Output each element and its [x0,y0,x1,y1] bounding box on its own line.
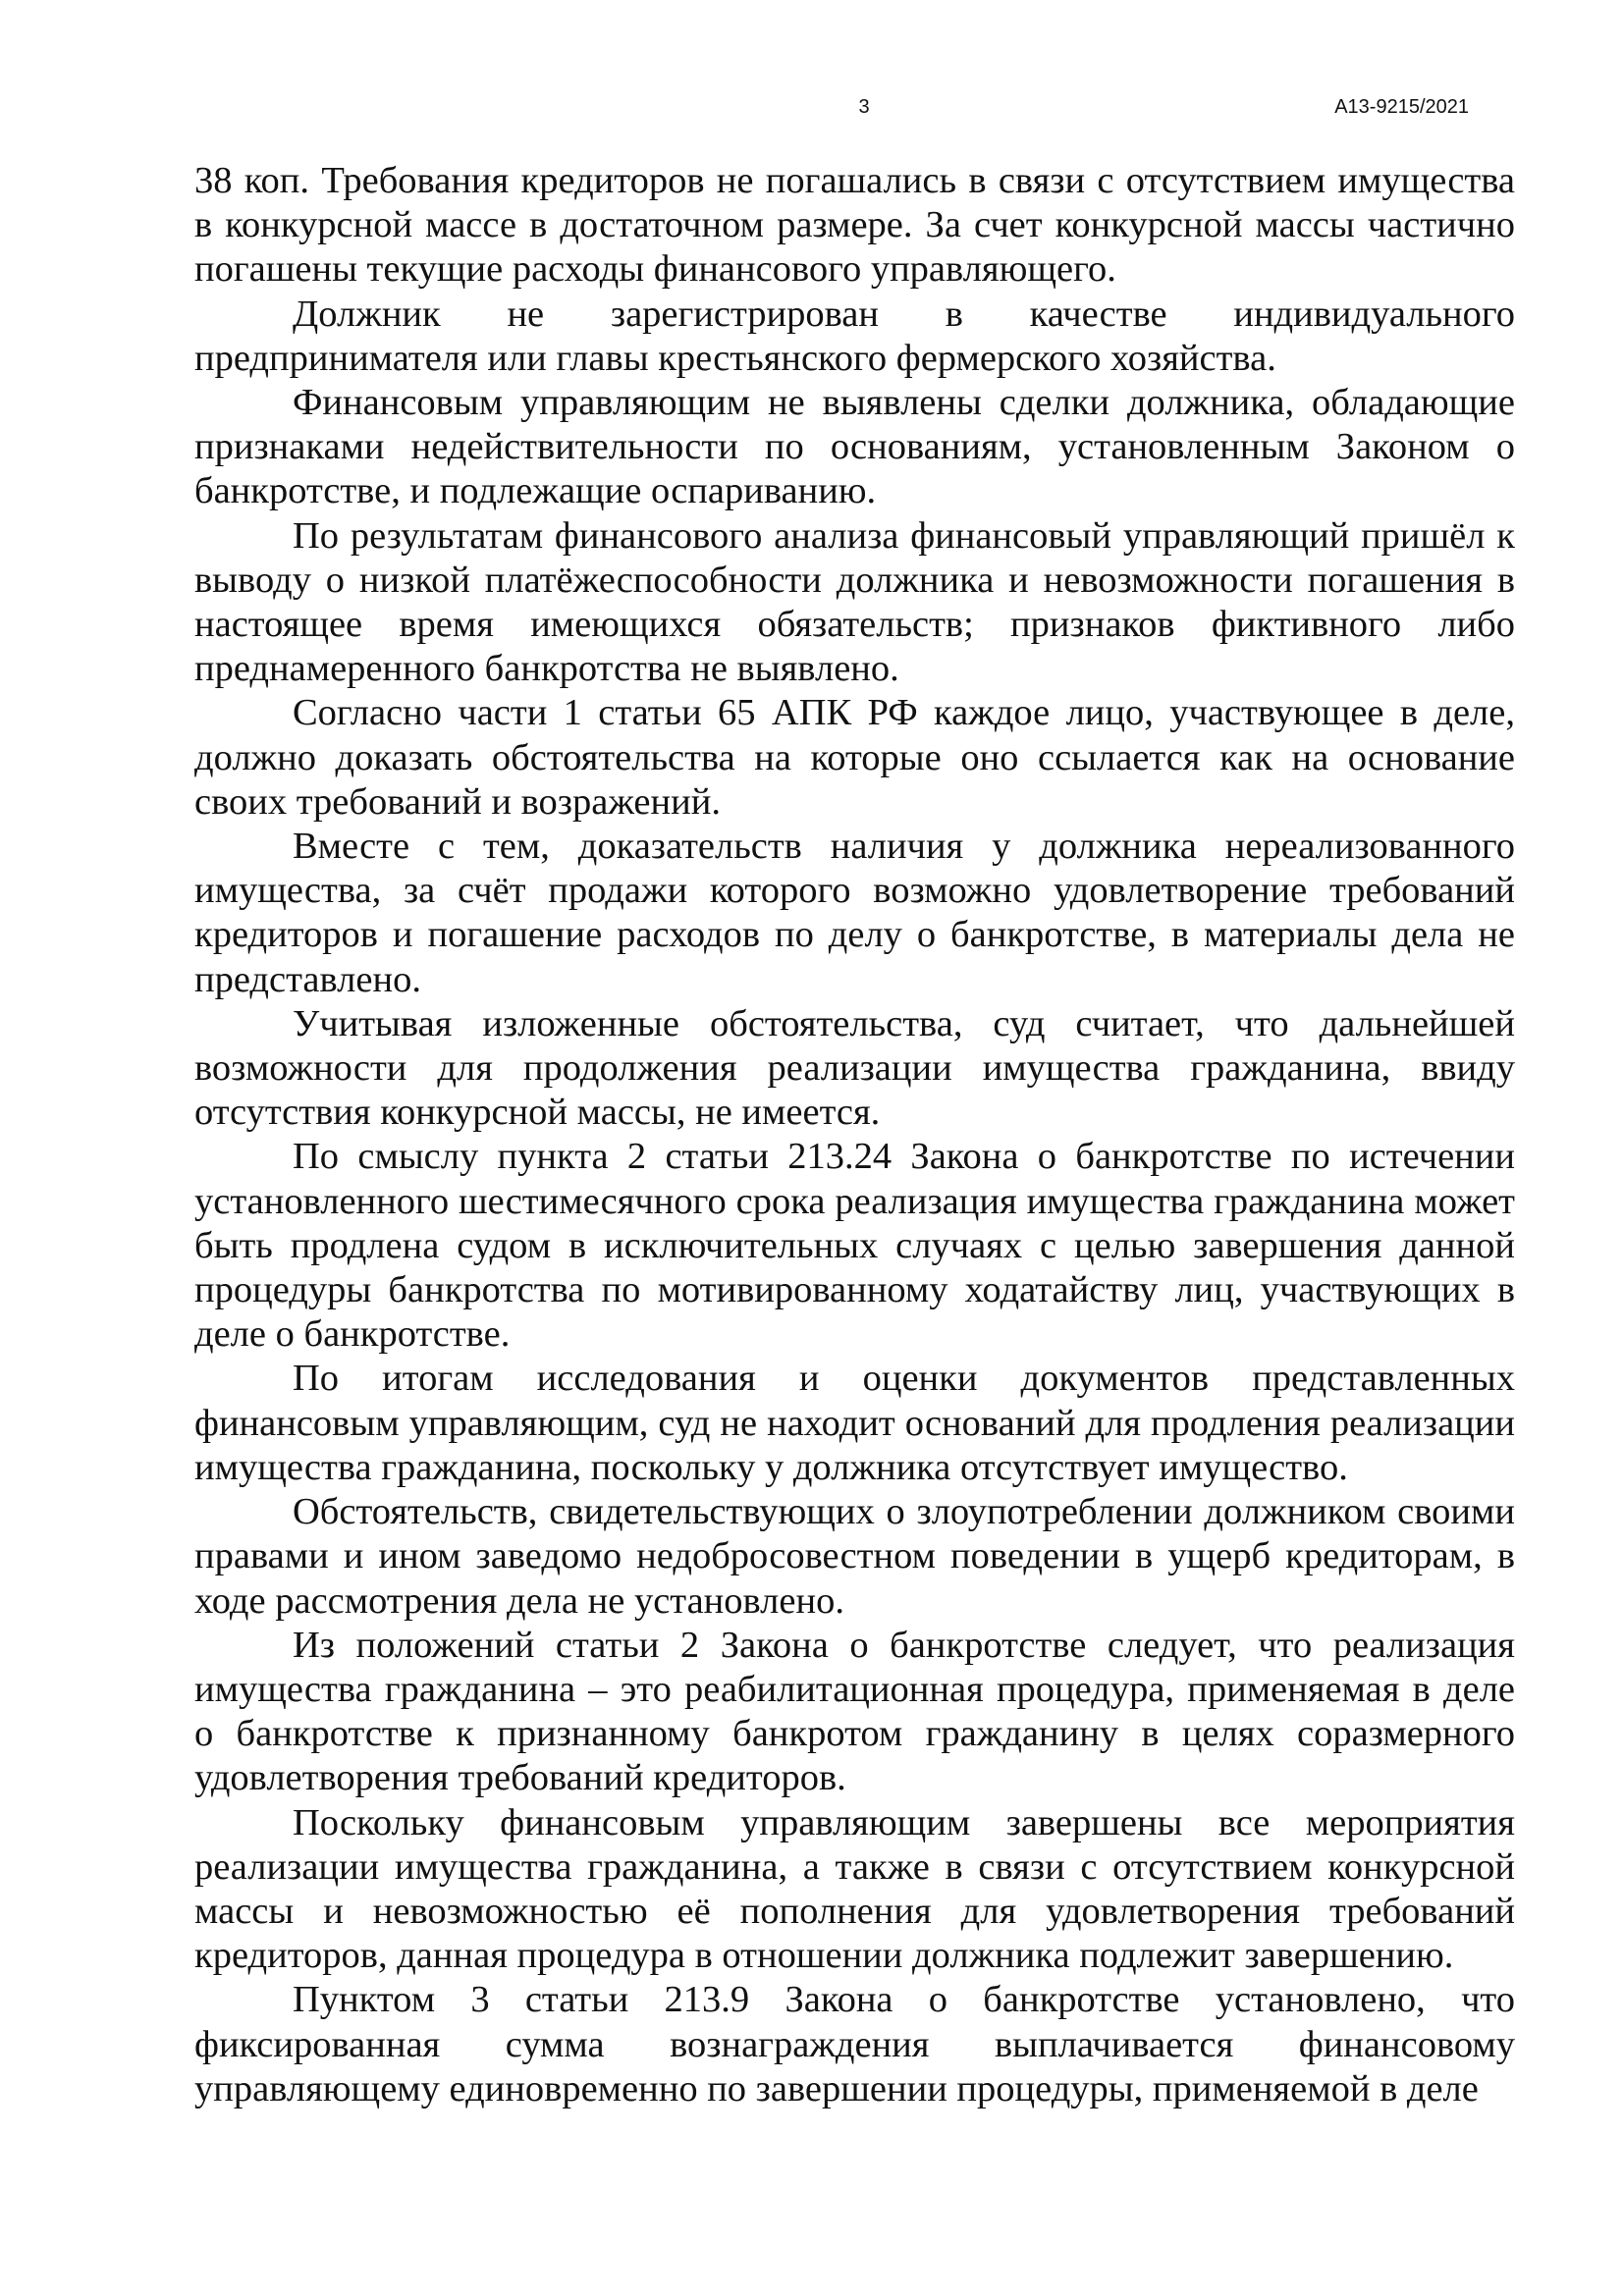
paragraph-1: 38 коп. Требования кредиторов не погашались в связи с отсутствием имущества в конкурсной массе в достаточном размере. За счет конкурсной массы частично погашены текущие расходы финансового управляющего. [194,160,1515,291]
paragraph-10: Обстоятельств, свидетельствующих о злоупотреблении должником своими правами и ином заведомо недобросовестном поведении в ущерб кредиторам, в ходе рассмотрения дела не установлено. [194,1491,1515,1622]
paragraph-8: По смыслу пункта 2 статьи 213.24 Закона о банкротстве по истечении установленного шестимесячного срока реализация имущества гражданина может быть продлена судом в исключительных случаях с целью завершения данной процедуры банкротства по мотивированному ходатайству лиц, участвующих в деле о банкротстве. [194,1136,1515,1356]
paragraph-5: Согласно части 1 статьи 65 АПК РФ каждое лицо, участвующее в деле, должно доказать обстоятельства на которые оно ссылается как на основание своих требований и возражений. [194,692,1515,823]
paragraph-2: Должник не зарегистрирован в качестве индивидуального предпринимателя или главы крестьянского фермерского хозяйства. [194,293,1515,379]
paragraph-13: Пунктом 3 статьи 213.9 Закона о банкротстве установлено, что фиксированная сумма вознаграждения выплачивается финансовому управляющему единовременно по завершении процедуры, применяемой в деле [194,1979,1515,2109]
paragraph-3: Финансовым управляющим не выявлены сделки должника, обладающие признаками недействительности по основаниям, установленным Законом о банкротстве, и подлежащие оспариванию. [194,382,1515,512]
paragraph-9: По итогам исследования и оценки документов представленных финансовым управляющим, суд не находит оснований для продления реализации имущества гражданина, поскольку у должника отсутствует имущество. [194,1358,1515,1488]
case-number: А13-9215/2021 [1334,96,1469,118]
paragraph-12: Поскольку финансовым управляющим завершены все мероприятия реализации имущества гражданина, а также в связи с отсутствием конкурсной массы и невозможностью её пополнения для удовлетворения требований кредиторов, данная процедура в отношении должника подлежит завершению. [194,1801,1515,1977]
page-number: 3 [858,96,870,118]
paragraph-11: Из положений статьи 2 Закона о банкротстве следует, что реализация имущества гражданина – это реабилитационная процедура, применяемая в деле о банкротстве к признанному банкротом гражданину в целях соразмерного удовлетворения требований кредиторов. [194,1624,1515,1799]
document-body [194,159,1515,2111]
paragraph-4: По результатам финансового анализа финансовый управляющий пришёл к выводу о низкой платёжеспособности должника и невозможности погашения в настоящее время имеющихся обязательств; признаков фиктивного либо преднамеренного банкротства не выявлено. [194,514,1515,690]
paragraph-6: Вместе с тем, доказательств наличия у должника нереализованного имущества, за счёт продажи которого возможно удовлетворение требований кредиторов и погашение расходов по делу о банкротстве, в материалы дела не представлено. [194,826,1515,1000]
paragraph-7: Учитывая изложенные обстоятельства, суд считает, что дальнейшей возможности для продолжения реализации имущества гражданина, ввиду отсутствия конкурсной массы, не имеется. [194,1002,1515,1134]
